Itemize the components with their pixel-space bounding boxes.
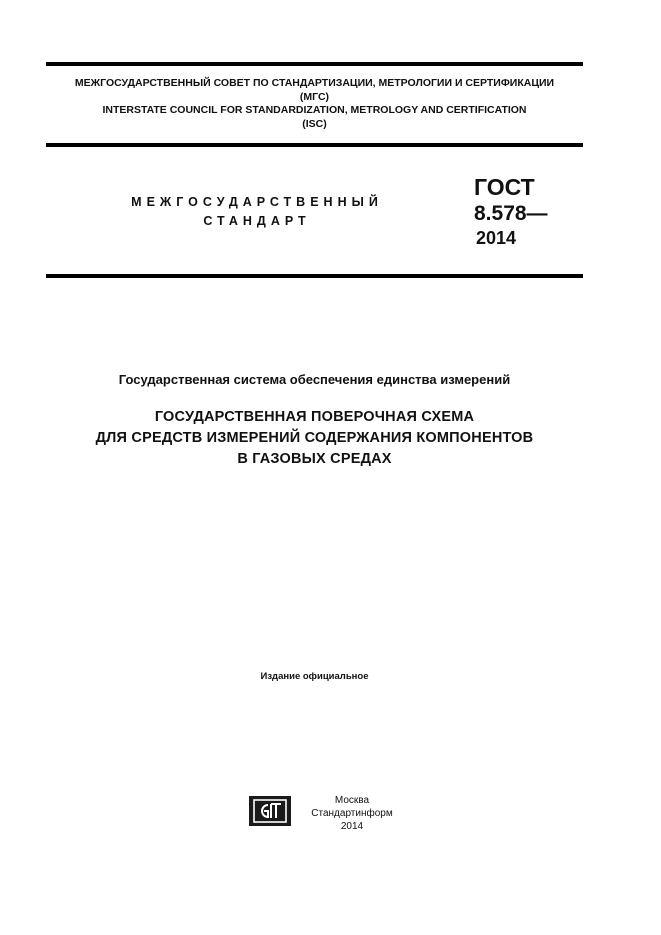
top-rule [46,62,583,66]
standartinform-logo-icon [249,796,291,826]
publisher-info [300,794,404,833]
standard-kind-line2: СТАНДАРТ [203,214,311,228]
council-header [46,77,583,131]
council-name-ru: МЕЖГОСУДАРСТВЕННЫЙ СОВЕТ ПО СТАНДАРТИЗАЦИИ, МЕТРОЛОГИИ И СЕРТИФИКАЦИИ [74,77,555,89]
standard-kind [118,193,396,231]
edition-label: Издание официальное [260,671,369,682]
designation-rule [46,274,583,278]
document-title-line3: В ГАЗОВЫХ СРЕДАХ [237,451,392,467]
council-abbr-en: (ISC) [302,117,327,130]
document-title-line2: ДЛЯ СРЕДСТВ ИЗМЕРЕНИЙ СОДЕРЖАНИЯ КОМПОНЕНТОВ [95,430,534,446]
publisher-name: Стандартинформ [311,808,393,819]
standard-kind-line1: МЕЖГОСУДАРСТВЕННЫЙ [131,195,383,209]
document-title-line1: ГОСУДАРСТВЕННАЯ ПОВЕРОЧНАЯ СХЕМА [154,409,475,425]
publisher-year: 2014 [340,821,364,832]
document-title [46,407,583,470]
header-rule [46,143,583,147]
gost-label: ГОСТ [474,174,535,200]
gost-number: 8.578— [474,202,548,225]
council-name-en: INTERSTATE COUNCIL FOR STANDARDIZATION, METROLOGY AND CERTIFICATION [102,104,527,116]
council-abbr-ru: (МГС) [299,90,330,103]
publisher-city: Москва [334,795,370,806]
system-title: Государственная система обеспечения единства измерений [118,372,511,387]
gost-year: 2014 [476,228,517,248]
